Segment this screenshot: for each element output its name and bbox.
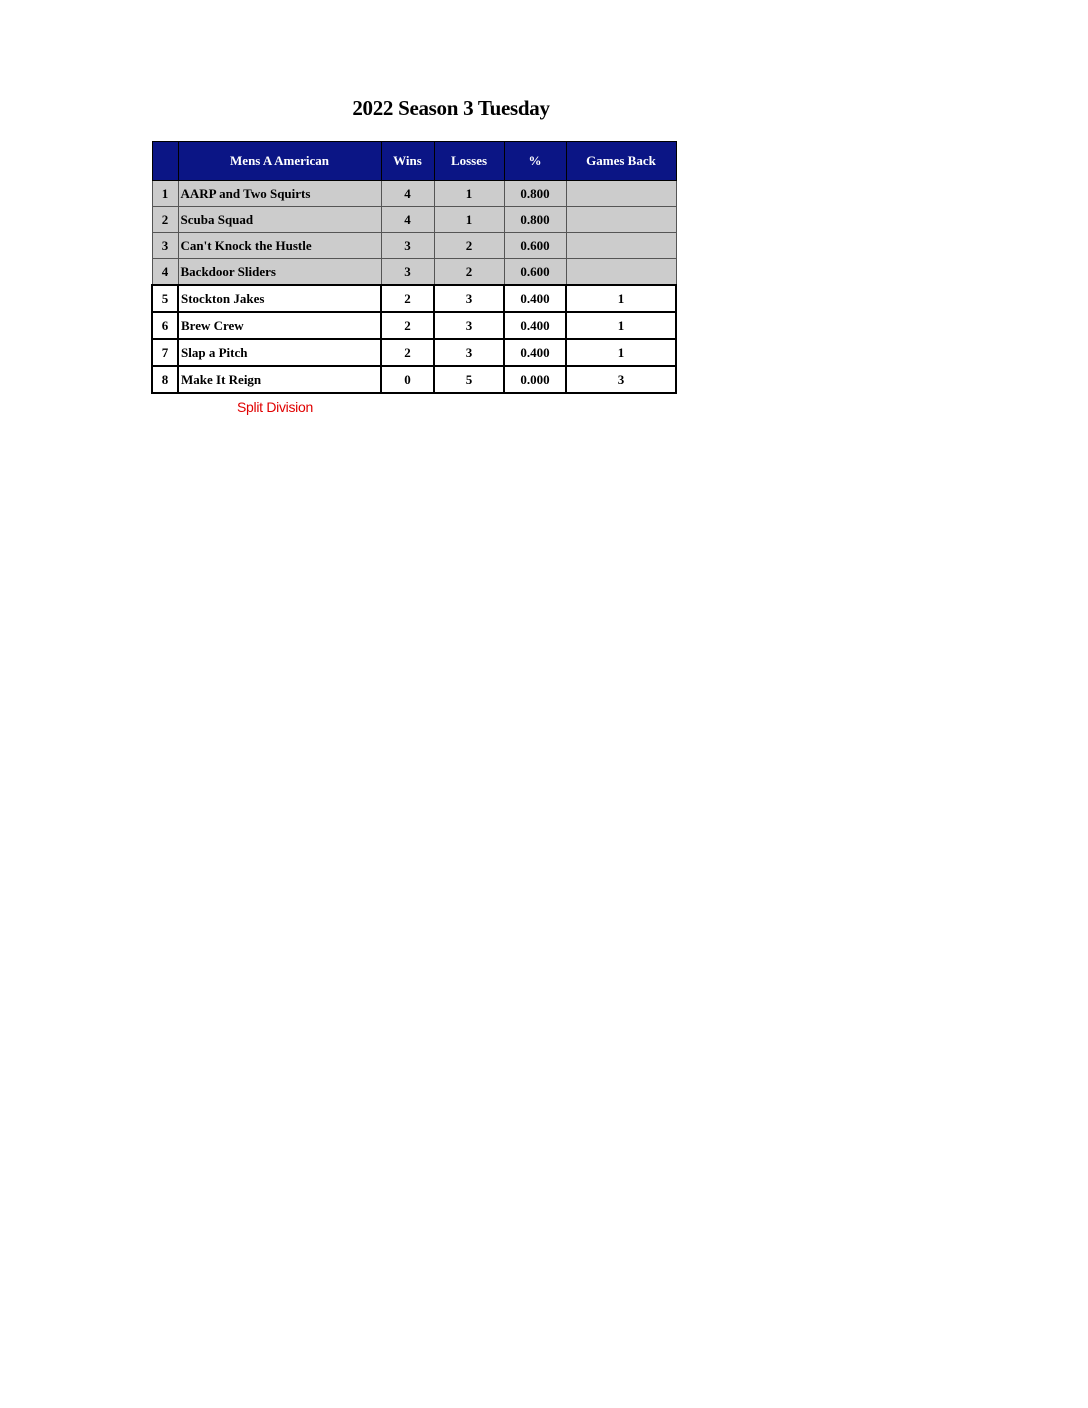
pct-cell: 0.800	[504, 207, 566, 233]
pct-cell: 0.400	[504, 312, 566, 339]
games-back-cell: 1	[566, 285, 676, 312]
losses-cell: 3	[434, 312, 504, 339]
wins-cell: 4	[381, 181, 434, 207]
pct-cell: 0.000	[504, 366, 566, 393]
losses-cell: 3	[434, 285, 504, 312]
team-cell: Can't Knock the Hustle	[178, 233, 381, 259]
team-cell: Backdoor Sliders	[178, 259, 381, 286]
team-cell: Slap a Pitch	[178, 339, 381, 366]
pct-cell: 0.400	[504, 339, 566, 366]
games-back-cell	[566, 259, 676, 286]
games-back-cell	[566, 207, 676, 233]
wins-cell: 2	[381, 312, 434, 339]
wins-cell: 4	[381, 207, 434, 233]
team-cell: Make It Reign	[178, 366, 381, 393]
losses-cell: 5	[434, 366, 504, 393]
pct-cell: 0.400	[504, 285, 566, 312]
rank-cell: 8	[152, 366, 178, 393]
rank-cell: 6	[152, 312, 178, 339]
table-row	[152, 339, 676, 366]
games-back-cell	[566, 181, 676, 207]
rank-cell: 5	[152, 285, 178, 312]
games-back-cell	[566, 233, 676, 259]
table-row	[152, 285, 676, 312]
table-row	[152, 366, 676, 393]
games-back-cell: 3	[566, 366, 676, 393]
losses-cell: 1	[434, 181, 504, 207]
table-row	[152, 233, 676, 259]
pct-cell: 0.600	[504, 233, 566, 259]
wins-cell: 2	[381, 339, 434, 366]
team-cell: Brew Crew	[178, 312, 381, 339]
games-back-header: Games Back	[566, 142, 676, 181]
losses-cell: 2	[434, 233, 504, 259]
rank-cell: 1	[152, 181, 178, 207]
split-division-note: Split Division	[237, 399, 313, 415]
rank-cell: 7	[152, 339, 178, 366]
table-header-row	[152, 142, 676, 181]
pct-header: %	[504, 142, 566, 181]
wins-cell: 3	[381, 233, 434, 259]
wins-cell: 3	[381, 259, 434, 286]
losses-cell: 1	[434, 207, 504, 233]
losses-cell: 3	[434, 339, 504, 366]
wins-header: Wins	[381, 142, 434, 181]
team-cell: Scuba Squad	[178, 207, 381, 233]
table-row	[152, 207, 676, 233]
losses-cell: 2	[434, 259, 504, 286]
table-row	[152, 259, 676, 286]
games-back-cell: 1	[566, 312, 676, 339]
table-row	[152, 312, 676, 339]
rank-cell: 4	[152, 259, 178, 286]
wins-cell: 2	[381, 285, 434, 312]
wins-cell: 0	[381, 366, 434, 393]
rank-header	[152, 142, 178, 181]
losses-header: Losses	[434, 142, 504, 181]
page-title: 2022 Season 3 Tuesday	[352, 96, 550, 120]
pct-cell: 0.800	[504, 181, 566, 207]
team-header: Mens A American	[178, 142, 381, 181]
standings-table	[151, 141, 677, 394]
team-cell: AARP and Two Squirts	[178, 181, 381, 207]
team-cell: Stockton Jakes	[178, 285, 381, 312]
table-row	[152, 181, 676, 207]
pct-cell: 0.600	[504, 259, 566, 286]
rank-cell: 2	[152, 207, 178, 233]
games-back-cell: 1	[566, 339, 676, 366]
rank-cell: 3	[152, 233, 178, 259]
